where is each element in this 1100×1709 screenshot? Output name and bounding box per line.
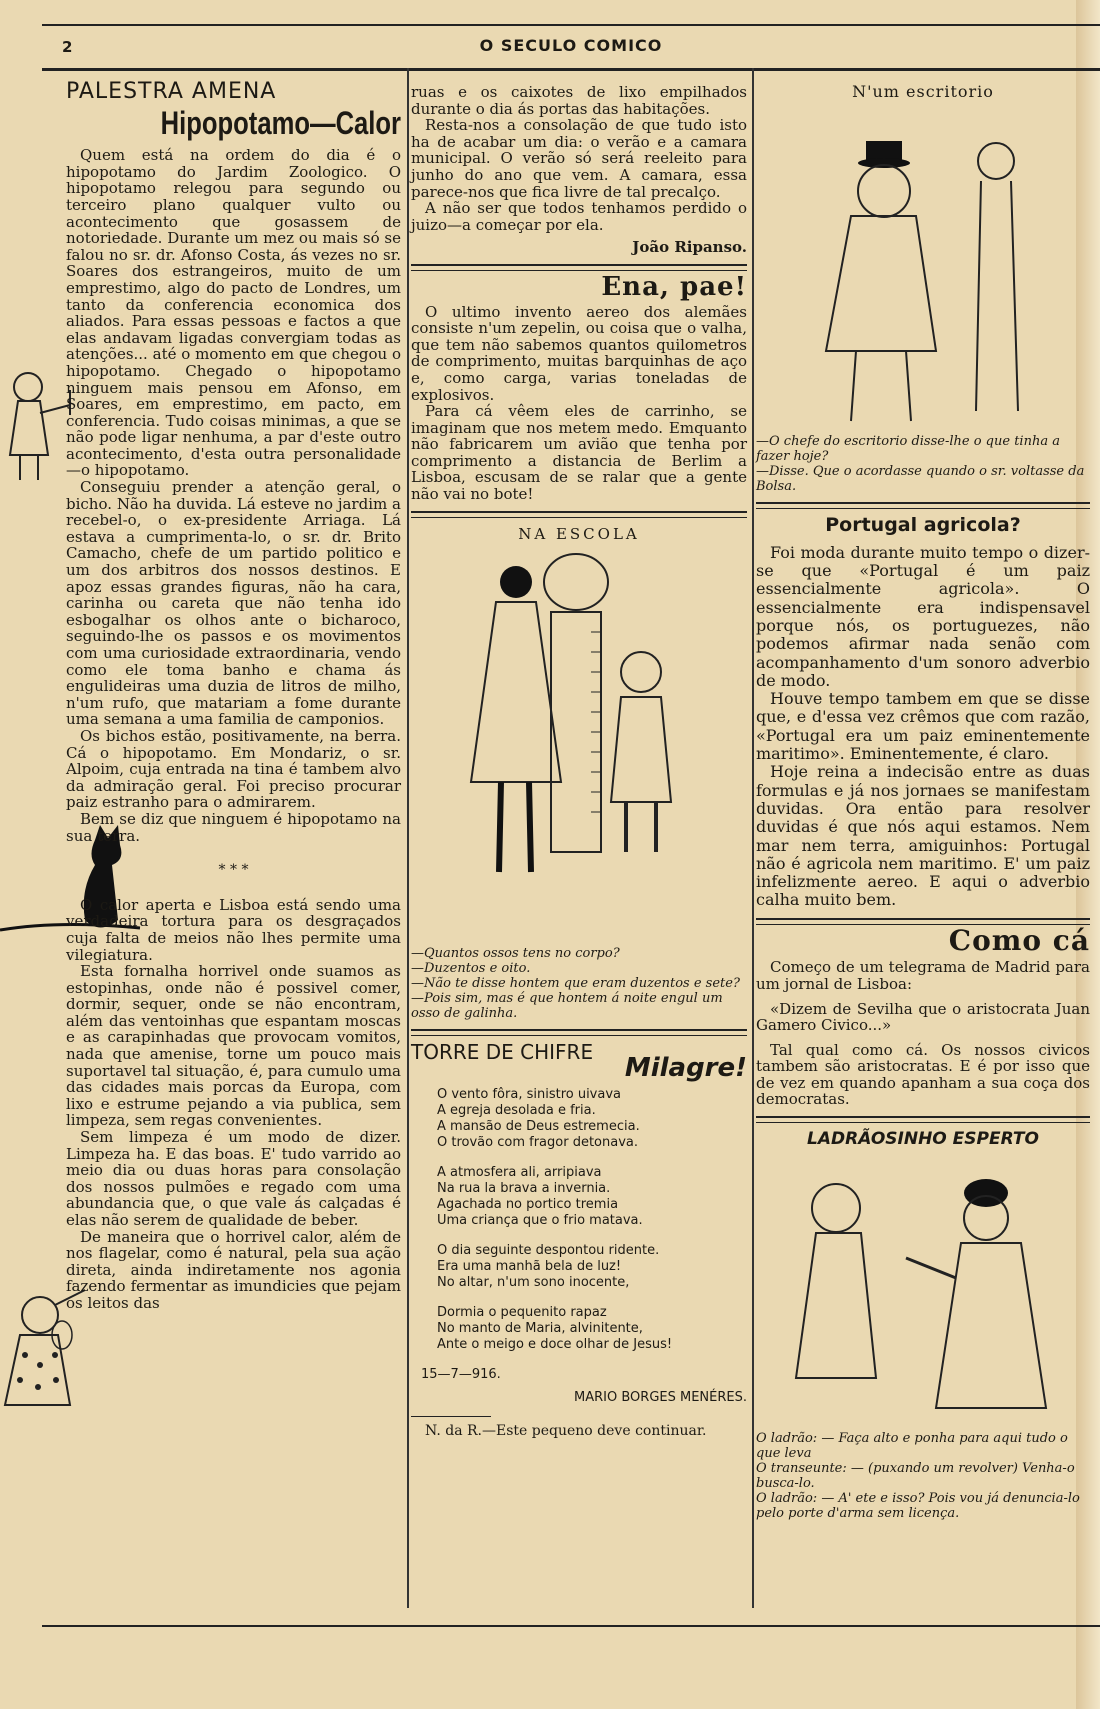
- article-headline: Hipopotamo—Calor: [160, 104, 401, 141]
- page-bottom-rule: [42, 1625, 1100, 1627]
- article-paragraph: Quem está na ordem do dia é o hipopotamo do Jardim Zoologico. O hipopotamo relegou para segundo ou terceiro plano qualquer vulto ou acontecimento que gosassem de notoriedade. Durante um mez ou mais só se falou no sr. dr. Afonso Costa, ás vezes no sr. Soares dos estrangeiros, muito de um emprestimo, algo do pacto de Londres, um tanto da conferencia economica dos aliados. Para essas pessoas e factos a que elas andavam ligadas convergiam todas as atenções... até o momento em que chegou o hipopotamo. Chegado o hipopotamo ninguem mais pensou em Afonso, em Soares, em emprestimo, em pacto, em conferencia. Tudo coisas minimas, a que se não pode ligar nenhuma, a par d'este outro acontecimento, d'esta outra personalidade—o hipopotamo.: [66, 146, 401, 480]
- article-paragraph: Conseguiu prender a atenção geral, o bicho. Não ha duvida. Lá esteve no jardim a recebel-o, o ex-presidente Arriaga. Lá estava a cumprimenta-lo, o sr. dr. Brito Camacho, chefe de um partido politico e um dos arbitros dos nossos destinos. E apoz essas grandes figuras, não ha cara, carinha ou careta que não tenha ido esbogalhar os olhos ante o bicharoco, seguindo-lhe os passos e os movimentos com uma curiosidade extraordinaria, vendo como ele toma banho e chama ás engulideiras uma duzia de litros de milho, n'um rufo, que matariam a fome durante uma semana a uma familia de camponios.: [66, 478, 401, 729]
- section-divider: [756, 918, 1090, 925]
- section-title: PALESTRA AMENA: [66, 79, 277, 104]
- poem-line: No manto de Maria, alvinitente,: [437, 1321, 643, 1337]
- poem-date: 15—7—916.: [421, 1367, 501, 1383]
- poem-line: Na rua la brava a invernia.: [437, 1181, 611, 1197]
- caption-line: —Pois sim, mas é que hontem á noite engul um osso de galinha.: [411, 990, 723, 1021]
- article-paragraph: Hoje reina a indecisão entre as duas formulas e já nos jornaes se manifestam duvidas. Ora então para resolver duvidas é que nós aqui estamos. Nem mar nem terra, amiguinhos: Portugal não é agricola nem maritimo. E' um paiz infelizmente aereo. E aqui o adverbio calha muito bem.: [756, 762, 1090, 910]
- article-signature: João Ripanso.: [632, 238, 747, 257]
- article-paragraph: De maneira que o horrivel calor, além de nos flagelar, como é natural, pela sua ação direta, ainda indiretamente nos agonia fazendo fermentar as imundicies que pejam os leitos das: [66, 1227, 401, 1312]
- article-paragraph: Houve tempo tambem em que se disse que, e d'essa vez crêmos que com razão, «Portugal era um paiz eminentemente maritimo». Eminentemente, é claro.: [756, 689, 1090, 764]
- article-paragraph: Resta-nos a consolação de que tudo isto ha de acabar um dia: o verão e a camara municipal. O verão só será reeleito para junho do ano que vem. A camara, essa parece-nos que fica livre de tal precalço.: [411, 116, 747, 201]
- column-middle: [411, 84, 747, 1440]
- article-paragraph: «Dizem de Sevilha que o aristocrata Juan Gamero Civico...»: [756, 999, 1090, 1035]
- article-paragraph: A não ser que todos tenhamos perdido o juizo—a começar por ela.: [411, 199, 747, 234]
- cartoon-title: NA ESCOLA: [518, 524, 640, 543]
- article-paragraph: ruas e os caixotes de lixo empilhados durante o dia ás portas das habitações.: [411, 83, 747, 118]
- article-paragraph: Foi moda durante muito tempo o dizer-se que «Portugal é um paiz essencialmente agricola». O essencialmente era indispensavel porque nós, os portuguezes, não podemos afirmar nada senão com acompanhamento d'um sonoro adverbio de modo.: [756, 542, 1090, 690]
- article-paragraph: O ultimo invento aereo dos alemães consiste n'um zepelin, ou coisa que o valha, que tem não sabemos quantos quilometros de comprimento, muitas barquinhas de aço e, como carga, varias toneladas de explosivos.: [411, 302, 747, 404]
- poem-line: Ante o meigo e doce olhar de Jesus!: [437, 1337, 673, 1353]
- article-paragraph: Os bichos estão, positivamente, na berra. Cá o hipopotamo. Em Mondariz, o sr. Alpoim, cuja entrada na tina é tambem alvo da admiração geral. Foi preciso procurar paiz estranho para o admirarem.: [66, 726, 401, 812]
- article-paragraph: Começo de um telegrama de Madrid para um jornal de Lisboa:: [756, 958, 1090, 993]
- article-paragraph: Sem limpeza é um modo de dizer. Limpeza ha. E das boas. E' tudo varrido ao meio dia ou duas horas para consolação dos nossos pulmões e regado com uma abundancia que, o que vale ás calçadas é elas não serem de qualidade de beber.: [66, 1128, 401, 1229]
- section-divider: [756, 1116, 1090, 1123]
- office-cartoon-illustration: [756, 101, 1090, 431]
- poem-line: No altar, n'um sono inocente,: [437, 1275, 630, 1291]
- section-divider: [756, 502, 1090, 509]
- portugal-agricola-title: Portugal agricola?: [825, 514, 1021, 537]
- article-paragraph: O calor aperta e Lisboa está sendo uma verdadeira tortura para os desgraçados cuja falta de meios não lhes permite uma vilegiatura.: [66, 895, 401, 964]
- section-divider: [411, 511, 747, 518]
- poem-stanza: [437, 1305, 747, 1353]
- column-rule-2: [752, 68, 754, 1608]
- poem-title: Milagre!: [624, 1053, 747, 1084]
- caption-line: —Quantos ossos tens no corpo?: [411, 945, 620, 961]
- poem-author: MARIO BORGES MENÉRES.: [574, 1389, 747, 1405]
- poem-line: O vento fôra, sinistro uivava: [437, 1087, 622, 1103]
- poem-stanza: [437, 1087, 747, 1151]
- cartoon-caption: [411, 946, 747, 1021]
- poem-body: [437, 1087, 747, 1353]
- caption-line: O transeunte: — (puxando um revolver) Venha-o busca-lo.: [756, 1461, 1075, 1492]
- cartoon-title: LADRÃOSINHO ESPERTO: [807, 1129, 1039, 1150]
- poem-line: A atmosfera ali, arripiava: [437, 1165, 602, 1181]
- school-cartoon-illustration: [411, 542, 747, 942]
- article-paragraph: Tal qual como cá. Os nossos civicos tambem são aristocratas. E é por isso que de vez em quando apanham a sua coça dos democratas.: [756, 1040, 1090, 1109]
- column-palestra-amena: [66, 79, 401, 1312]
- page-number: 2: [62, 38, 73, 56]
- poem-line: Uma criança que o frio matava.: [437, 1213, 643, 1229]
- poem-line: A egreja desolada e fria.: [437, 1103, 596, 1119]
- page-header: [42, 24, 1100, 71]
- caption-line: —Duzentos e oito.: [411, 960, 531, 976]
- caption-line: —Disse. Que o acordasse quando o sr. voltasse da Bolsa.: [756, 464, 1085, 495]
- newspaper-title: O SECULO COMICO: [479, 36, 663, 55]
- section-divider: [411, 264, 747, 271]
- como-ca-title: Como cá: [948, 923, 1090, 957]
- poem-stanza: [437, 1243, 747, 1291]
- section-stars: * * *: [218, 862, 249, 879]
- poem-line: A mansão de Deus estremecia.: [437, 1119, 640, 1135]
- poem-line: Dormia o pequenito rapaz: [437, 1305, 607, 1321]
- column-rule-1: [407, 68, 409, 1608]
- poem-stanza: [437, 1165, 747, 1229]
- article-paragraph: Para cá vêem eles de carrinho, se imaginam que nos metem medo. Emquanto não fabricarem um avião que tenha por comprimento a distancia de Berlim a Lisboa, escusam de se ralar que a gente não vai no bote!: [411, 402, 747, 504]
- article-paragraph: Esta fornalha horrivel onde suamos as estopinhas, onde não é possivel comer, dormir, sequer, onde se não encontram, além das ventoinhas que espantam moscas e as carapinhadas que provocam vomitos, nada que amenise, torne um pouco mais suportavel tal situação, é, para cumulo uma das cidades mais porcas da Europa, com lixo e estrume pejando a via publica, sem limpeza, sem regas convenientes.: [66, 962, 401, 1130]
- poem-line: Era uma manhã bela de luz!: [437, 1259, 622, 1275]
- caption-line: O ladrão: — Faça alto e ponha para aqui tudo o que leva: [756, 1431, 1068, 1462]
- article-paragraph: Bem se diz que ninguem é hipopotamo na sua terra.: [66, 809, 401, 845]
- short-rule: [411, 1416, 491, 1417]
- poem-line: Agachada no portico tremia: [437, 1197, 619, 1213]
- poem-line: O dia seguinte despontou ridente.: [437, 1243, 660, 1259]
- cartoon-caption: [756, 434, 1090, 494]
- torre-de-chifre-title: TORRE DE CHIFRE: [411, 1039, 594, 1064]
- thief-cartoon-illustration: [756, 1148, 1090, 1428]
- caption-line: —O chefe do escritorio disse-lhe o que tinha a fazer hoje?: [756, 434, 1060, 465]
- column-right: [756, 84, 1090, 1521]
- ena-pae-title: Ena, pae!: [601, 271, 747, 302]
- caption-line: —Não te disse hontem que eram duzentos e sete?: [411, 975, 740, 991]
- cartoon-title: N'um escritorio: [852, 82, 994, 101]
- poem-line: O trovão com fragor detonava.: [437, 1135, 638, 1151]
- caption-line: O ladrão: — A' ete e isso? Pois vou já denuncia-lo pelo porte d'arma sem licença.: [756, 1491, 1080, 1522]
- section-divider: [411, 1029, 747, 1036]
- cartoon-caption: [756, 1431, 1090, 1521]
- editor-note: N. da R.—Este pequeno deve continuar.: [425, 1423, 707, 1440]
